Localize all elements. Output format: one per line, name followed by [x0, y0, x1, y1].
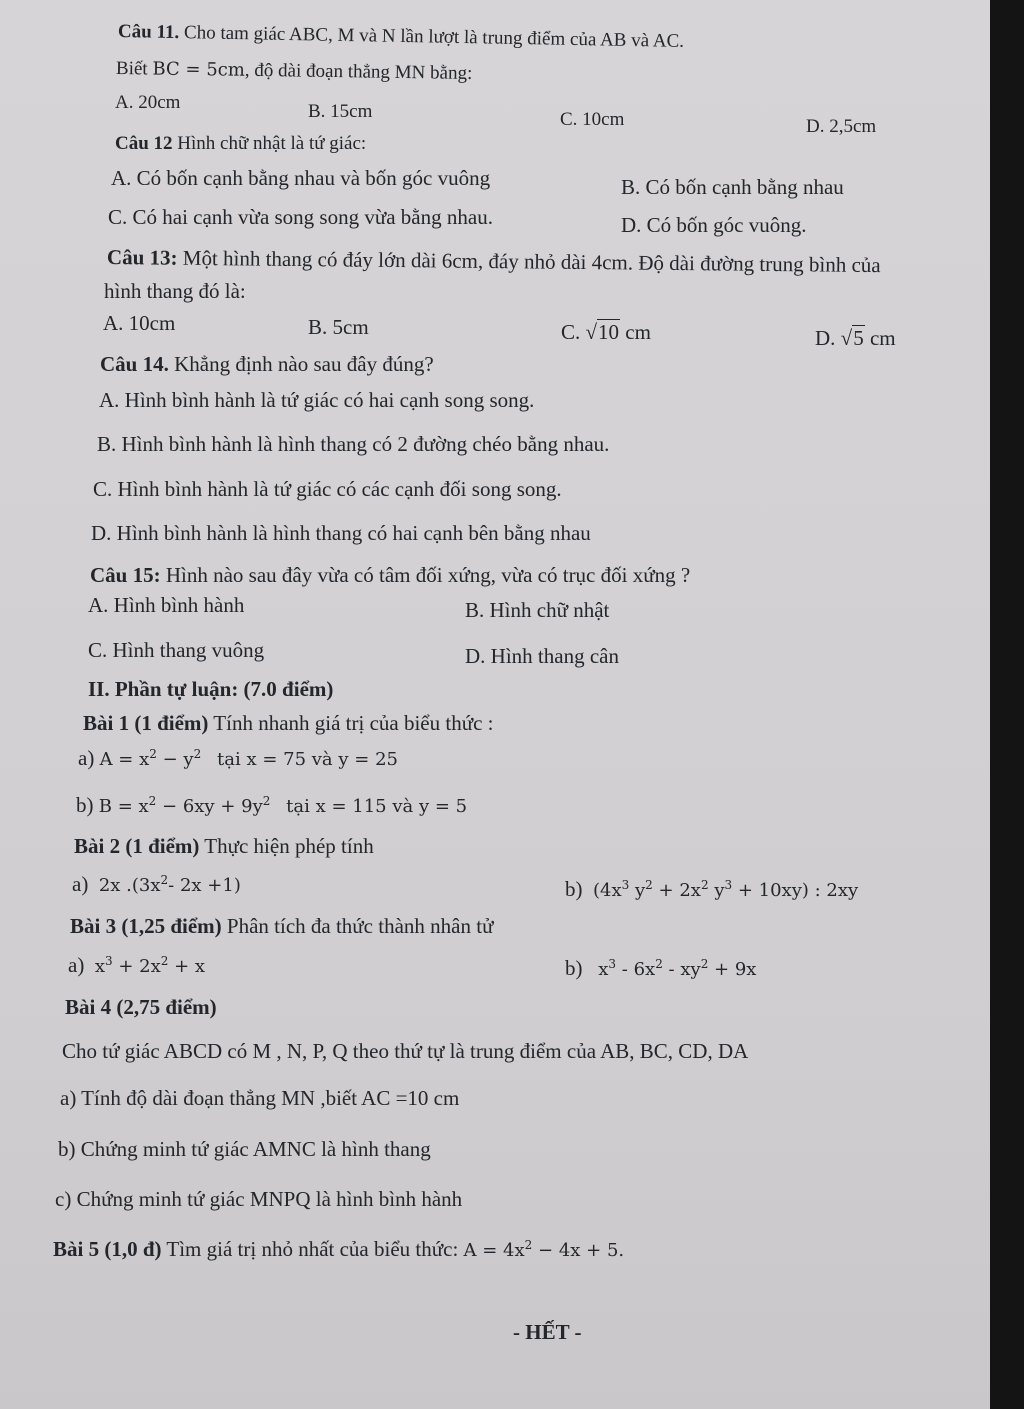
q13-option-d: D. √5 cm	[815, 326, 896, 350]
bai1-part-a: a) $A = x^2 - y^2$ tại x = 75 và y = 25	[78, 746, 398, 770]
q15-option-a: A. Hình bình hành	[88, 593, 245, 617]
bai4-title: Bài 4 (2,75 điểm)	[65, 995, 217, 1019]
q14-option-b: B. Hình bình hành là hình thang có 2 đường chéo bằng nhau.	[97, 432, 610, 456]
bai1-stem: Bài 1 (1 điểm) Tính nhanh giá trị của biểu thức :	[83, 711, 494, 735]
bai2-part-a: a) 2x $.(3x^2-$ 2x +1)	[72, 872, 241, 896]
bai4-part-c: c) Chứng minh tứ giác MNPQ là hình bình hành	[55, 1187, 463, 1211]
q12-option-c: C. Có hai cạnh vừa song song vừa bằng nhau.	[108, 205, 493, 229]
q11-option-d: D. 2,5cm	[806, 116, 877, 137]
bai2-part-b: b) ($4x^3$ $y^2 + 2x^2$ $y^3 + 10xy$) : 2xy	[565, 877, 859, 901]
q13-option-b: B. 5cm	[308, 315, 369, 339]
q14-stem: Câu 14. Khẳng định nào sau đây đúng?	[100, 352, 434, 376]
sqrt-symbol: √10	[585, 320, 620, 344]
end-marker: - HẾT -	[513, 1320, 582, 1344]
q14-option-d: D. Hình bình hành là hình thang có hai cạnh bên bằng nhau	[91, 521, 591, 545]
q14-option-a: A. Hình bình hành là tứ giác có hai cạnh song song.	[99, 388, 535, 412]
q12-option-b: B. Có bốn cạnh bằng nhau	[621, 175, 844, 199]
q14-option-c: C. Hình bình hành là tứ giác có các cạnh đối song song.	[93, 477, 562, 501]
q15-option-b: B. Hình chữ nhật	[465, 598, 610, 622]
bai1-part-b: b) $B = x^2 - 6xy + 9y^2$ tại x = 115 và y = 5	[76, 793, 468, 817]
part2-title: II. Phần tự luận: (7.0 điểm)	[88, 677, 334, 701]
bai4-stem: Cho tứ giác ABCD có M , N, P, Q theo thứ tự là trung điểm của AB, BC, CD, DA	[62, 1039, 749, 1063]
q12-option-a: A. Có bốn cạnh bằng nhau và bốn góc vuông	[111, 166, 491, 190]
q15-option-c: C. Hình thang vuông	[88, 638, 265, 662]
q11-stem2: Biết BC = 5cm, độ dài đoạn thẳng MN bằng:	[115, 58, 473, 84]
q11-option-a: A. 20cm	[115, 92, 181, 113]
sqrt-symbol: √5	[840, 326, 864, 350]
q13-option-a: A. 10cm	[103, 311, 176, 335]
q13-stem: Câu 13: Một hình thang có đáy lớn dài 6cm, đáy nhỏ dài 4cm. Độ dài đường trung bình của	[106, 245, 881, 278]
q11-option-c: C. 10cm	[560, 109, 625, 130]
q12-option-d: D. Có bốn góc vuông.	[621, 213, 807, 237]
bai4-part-b: b) Chứng minh tứ giác AMNC là hình thang	[58, 1137, 431, 1161]
photo-dark-edge	[990, 0, 1024, 1409]
q12-stem: Câu 12 Hình chữ nhật là tứ giác:	[115, 133, 367, 154]
bai3-part-a: a) $x^3 + 2x^2 + x$	[68, 953, 206, 977]
q11-option-b: B. 15cm	[308, 101, 373, 122]
bai2-stem: Bài 2 (1 điểm) Thực hiện phép tính	[74, 834, 374, 858]
bai3-stem: Bài 3 (1,25 điểm) Phân tích đa thức thành nhân tử	[70, 914, 494, 938]
bai4-part-a: a) Tính độ dài đoạn thẳng MN ,biết AC =10 cm	[60, 1086, 460, 1110]
q15-stem: Câu 15: Hình nào sau đây vừa có tâm đối xứng, vừa có trục đối xứng ?	[90, 563, 691, 587]
bai5-stem: Bài 5 (1,0 đ) Tìm giá trị nhỏ nhất của biểu thức: $A = 4x^2 - 4x + 5$.	[53, 1237, 625, 1261]
q11-stem: Câu 11. Cho tam giác ABC, M và N lần lượt là trung điểm của AB và AC.	[117, 21, 685, 52]
q13-stem2: hình thang đó là:	[104, 279, 246, 303]
q15-option-d: D. Hình thang cân	[465, 644, 619, 668]
bai3-part-b: b) $x^3 - 6x^2 - xy^2 + 9x$	[565, 956, 757, 980]
q13-option-c: C. √10 cm	[561, 320, 651, 344]
